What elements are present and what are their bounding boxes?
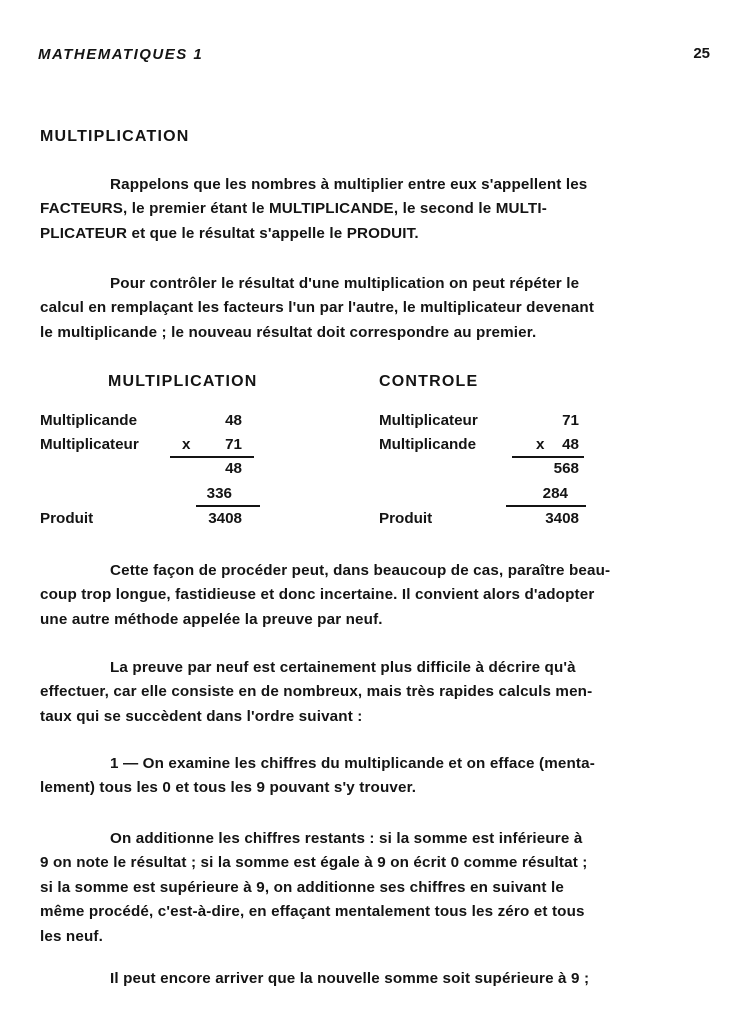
label-produit: Produit: [379, 510, 433, 527]
controle-heading: CONTROLE: [379, 373, 479, 390]
text-line: 9 on note le résultat ; si la somme est égale à 9 on écrit 0 comme résultat ;: [40, 854, 588, 872]
partial-product-1: 568: [553, 460, 579, 477]
text-line: La preuve par neuf est certainement plus difficile à décrire qu'à: [110, 659, 576, 676]
label-multiplicande: Multiplicande: [40, 412, 138, 429]
paragraph-control-method: [40, 272, 712, 345]
partial-product-1: 48: [225, 460, 242, 477]
text-line: une autre méthode appelée la preuve par neuf.: [40, 610, 383, 628]
text-line: Pour contrôler le résultat d'une multiplication on peut répéter le: [110, 275, 580, 292]
section-title: MULTIPLICATION: [40, 128, 190, 145]
text-line: si la somme est supérieure à 9, on additionne ses chiffres en suivant le: [40, 878, 564, 896]
operand-rule: [170, 456, 254, 458]
text-line: même procédé, c'est-à-dire, en effaçant mentalement tous les zéro et tous: [40, 903, 585, 921]
paragraph-definitions: [40, 173, 712, 246]
text-line: 1 — On examine les chiffres du multiplicande et on efface (menta-: [110, 755, 595, 772]
paragraph-alternative-method: [40, 559, 712, 632]
paragraph-continuation: [40, 967, 712, 991]
label-produit: Produit: [40, 510, 94, 527]
value-produit: 3408: [545, 510, 579, 527]
text-line: Rappelons que les nombres à multiplier entre eux s'appellent les: [110, 176, 588, 193]
text-line: Cette façon de procéder peut, dans beaucoup de cas, paraître beau-: [110, 562, 611, 579]
paragraph-step-1: [40, 752, 712, 801]
text-line: taux qui se succèdent dans l'ordre suivant :: [40, 707, 363, 725]
label-multiplicateur: Multiplicateur: [379, 412, 478, 429]
sum-rule: [506, 505, 586, 507]
label-multiplicande: Multiplicande: [379, 436, 477, 453]
text-line: PLICATEUR et que le résultat s'appelle le PRODUIT.: [40, 224, 419, 242]
value-multiplicande: 48: [562, 436, 579, 453]
text-line: calcul en remplaçant les facteurs l'un par l'autre, le multiplicateur devenant: [40, 299, 595, 317]
paragraph-preuve-par-neuf: [40, 656, 712, 729]
sum-rule: [196, 505, 260, 507]
times-sign: x: [182, 436, 191, 453]
multiplication-heading: MULTIPLICATION: [108, 373, 258, 390]
times-sign: x: [536, 436, 545, 453]
value-produit: 3408: [208, 510, 242, 527]
text-line: le multiplicande ; le nouveau résultat doit correspondre au premier.: [40, 323, 537, 341]
text-line: FACTEURS, le premier étant le MULTIPLICANDE, le second le MULTI-: [40, 200, 547, 218]
text-line: coup trop longue, fastidieuse et donc incertaine. Il convient alors d'adopter: [40, 586, 595, 604]
text-line: lement) tous les 0 et tous les 9 pouvant s'y trouver.: [40, 779, 417, 797]
value-multiplicateur: 71: [562, 412, 579, 429]
text-line: les neuf.: [40, 927, 103, 945]
operand-rule: [512, 456, 584, 458]
text-line: On additionne les chiffres restants : si la somme est inférieure à: [110, 830, 583, 847]
running-header: MATHEMATIQUES 1: [38, 46, 204, 63]
label-multiplicateur: Multiplicateur: [40, 436, 139, 453]
value-multiplicateur: 71: [225, 436, 242, 453]
page-number: 25: [693, 45, 710, 62]
text-line: effectuer, car elle consiste en de nombreux, mais très rapides calculs men-: [40, 683, 593, 701]
paragraph-digit-sum: [40, 827, 712, 949]
partial-product-2: 284: [542, 485, 568, 502]
value-multiplicande: 48: [225, 412, 242, 429]
partial-product-2: 336: [206, 485, 232, 502]
text-line: Il peut encore arriver que la nouvelle somme soit supérieure à 9 ;: [110, 970, 590, 987]
